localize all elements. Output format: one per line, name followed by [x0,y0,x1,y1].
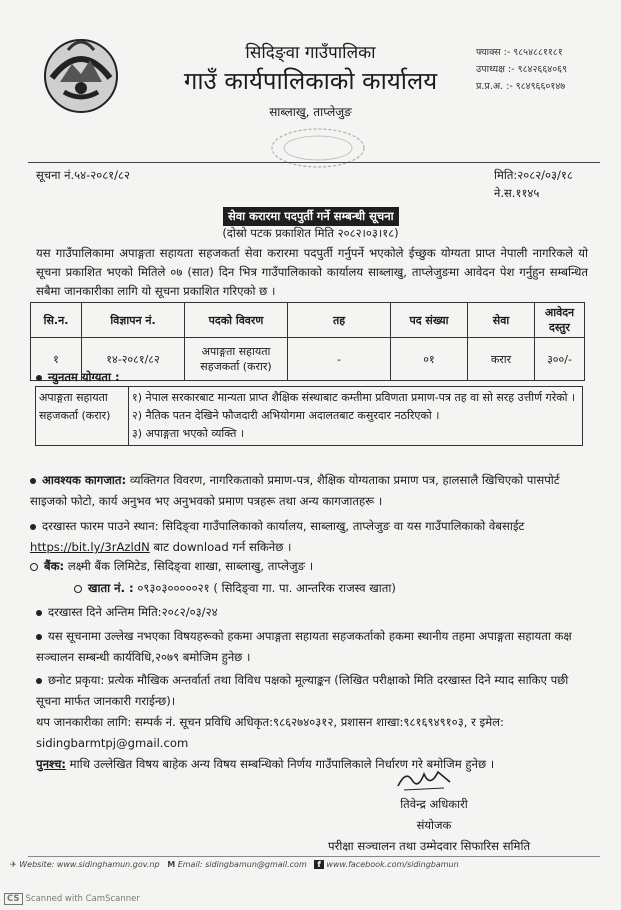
signer-committee: परीक्षा सञ्चालन तथा उम्मेदवार सिफारिस समिति [328,839,531,853]
qualification-list [129,387,583,446]
notice-reg: ने.स.११४५ [494,186,540,200]
contact-email[interactable]: sidingbarmtpj@gmail.com [36,736,189,750]
deadline: दरखास्त दिने अन्तिम मिति:२०८२/०३/२४ [36,602,591,623]
col-header: सेवा [468,303,535,338]
col-header: सि.न. [31,303,82,338]
bullet-icon [30,478,36,484]
table-header-row [31,303,585,338]
table-cell: करार [468,338,535,381]
bullet-icon [30,563,38,571]
final-note: पुनश्च: माथि उल्लेखित विषय बाहेक अन्य विषय सम्बन्धिको निर्णय गाउँपालिकाले निर्धारण गरे बमोजिम हुनेछ । [36,757,495,771]
signer-role: संयोजक [416,818,452,832]
office-name: गाउँ कार्यपालिकाको कार्यालय [183,67,438,95]
bullet-icon [74,585,82,593]
scanner-watermark: CS Scanned with CamScanner [4,893,140,905]
signature-icon [394,766,454,792]
bullet-icon [36,375,42,381]
footer-facebook[interactable]: www.facebook.com/sidingbamun [326,860,459,869]
col-header: पदको विवरण [185,303,288,338]
form-download-link[interactable]: https://bit.ly/3rAzldN [30,540,150,554]
procedure-note: यस सूचनामा उल्लेख नभएका विषयहरूको हकमा अपाङ्गता सहायता सहजकर्ताको हकमा स्थानीय तहमा अपाङ्गता सहायता कक्ष सञ्चालन सम्बन्धी कार्यविधि,२०७९ बमोजिम हुनेछ । [36,629,572,664]
table-cell: १ [31,338,82,381]
table-cell: १४-२०८१/८२ [82,338,185,381]
table-row [36,387,583,446]
table-cell: अपाङ्गता सहायता सहजकर्ता (करार) [185,338,288,381]
col-header: तह [288,303,391,338]
account-info: खाता नं. : ०९३०३०००००२१ ( सिदिङ्वा गा. पा. आन्तरिक राजस्व खाता) [74,578,594,599]
office-address: साब्लाखु, ताप्लेजुङ [269,105,352,119]
office-stamp-icon [268,126,368,170]
selection-process: छनोट प्रकृया: प्रत्येक मौखिक अन्तर्वार्ता तथा विविध पक्षको मूल्याङ्कन (लिखित परीक्षाको मिति दरखास्त दिने म्याद साकिए पछी सूचना मार्फत जानकारी गराईन्छ)। [36,673,569,708]
signer-block [384,794,484,836]
municipality-name: सिदिङ्वा गाउँपालिका [245,43,376,63]
globe-icon: ✈ [10,860,17,869]
table-cell: - [288,338,391,381]
bullet-icon [36,610,42,616]
footer [10,860,610,869]
bullet-icon [36,678,42,684]
qualification-post: अपाङ्गता सहायता सहजकर्ता (करार) [36,387,129,446]
qualification-title: न्युनतम योग्यता : [36,370,120,385]
notice-subheading: (दोस्रो पटक प्रकाशित मिति २०८२।०३।१८) [222,226,399,240]
bullet-icon [30,524,36,530]
contact-line: उपाध्यक्ष :- ९८४२६६४०६९ [476,64,568,75]
contact-numbers [476,44,567,95]
qualification-table [35,386,583,446]
camscanner-icon: CS [4,893,23,905]
bank-info: बैंक: लक्ष्मी बैंक लिमिटेड, सिदिङ्वा शाखा, साब्लाखु, ताप्लेजुङ । [30,556,590,577]
contact-line: फ्याक्स :- ९८५४८८११८१ [476,47,563,58]
facebook-icon: f [314,860,323,869]
table-cell: ०१ [391,338,468,381]
application-form-location: दरखास्त फारम पाउने स्थान: सिदिङ्वा गाउँपालिकाको कार्यालय, साब्लाखु, ताप्लेजुङ वा यस गाउँपालिकाको वेबसाईट https://bit.ly/3rAzldN बाट download गर्न सकिनेछ । [30,519,525,554]
more-info: थप जानकारीका लागि: सम्पर्क नं. सूचन प्रविधि अधिकृत:९८६२७४०३१२, प्रशासन शाखा:९८१६९४९१०३, र इमेल: [36,715,504,729]
list-item: ३) अपाङ्गता भएको व्यक्ति । [132,427,245,440]
notice-heading: सेवा करारमा पदपुर्ती गर्ने सम्बन्धी सूचना [223,207,399,226]
footer-divider [28,856,600,857]
col-header: विज्ञापन नं. [82,303,185,338]
col-header: पद संख्या [391,303,468,338]
list-item: १) नेपाल सरकारबाट मान्यता प्राप्त शैक्षिक संस्थाबाट कम्तीमा प्रविणता प्रमाण-पत्र तह वा सो सरह उत्तीर्ण गरेको । [132,391,576,404]
notice-date: मिति:२०८२/०३/१८ [494,168,573,182]
mail-icon: M [167,860,176,869]
col-header: आवेदन दस्तुर [535,303,585,338]
footer-email[interactable]: Email: sidingbamun@gmail.com [177,860,307,869]
footer-website[interactable]: Website: www.sidinghamun.gov.np [19,860,160,869]
bullet-icon [36,634,42,640]
notice-intro: यस गाउँपालिकामा अपाङ्गता सहायता सहजकर्ता सेवा करारमा पदपुर्ती गर्नुपर्ने भएकोले ईच्छुक योग्यता प्राप्त नेपाली नागरिकले यो सूचना प्रकाशित भएको मितिले ०७ (सात) दिन भित्र गाउँपालिकाको कार्यालय साब्लाखु, ताप्लेजुङमा आवेदन पेश गर्नुहुन सम्बन्धित सबैमा जानकारीका लागि यो सूचना प्रकाशित गरिएको छ । [36,246,588,298]
list-item: २) नैतिक पतन देखिने फौजदारी अभियोगमा अदालतबाट कसुरदार नठरिएको । [132,409,440,422]
contact-line: प्र.प्र.अ. :- ९८४९६६०१४७ [476,81,566,92]
table-cell: ३००/- [535,338,585,381]
required-documents: आवश्यक कागजात: व्यक्तिगत विवरण, नागरिकताको प्रमाण-पत्र, शैक्षिक योग्यताका प्रमाण पत्र, हालसालै खिचिएको पासपोर्ट साइजको फोटो, कार्य अनुभव भए अनुभवको प्रमाण पत्रहरू तथा अन्य कागजातहरू । [30,473,560,508]
header-divider [28,162,600,163]
signer-name: तिवेन्द्र अधिकारी [400,797,468,811]
notice-number: सूचना नं.५४-२०८१/८२ [36,168,130,182]
